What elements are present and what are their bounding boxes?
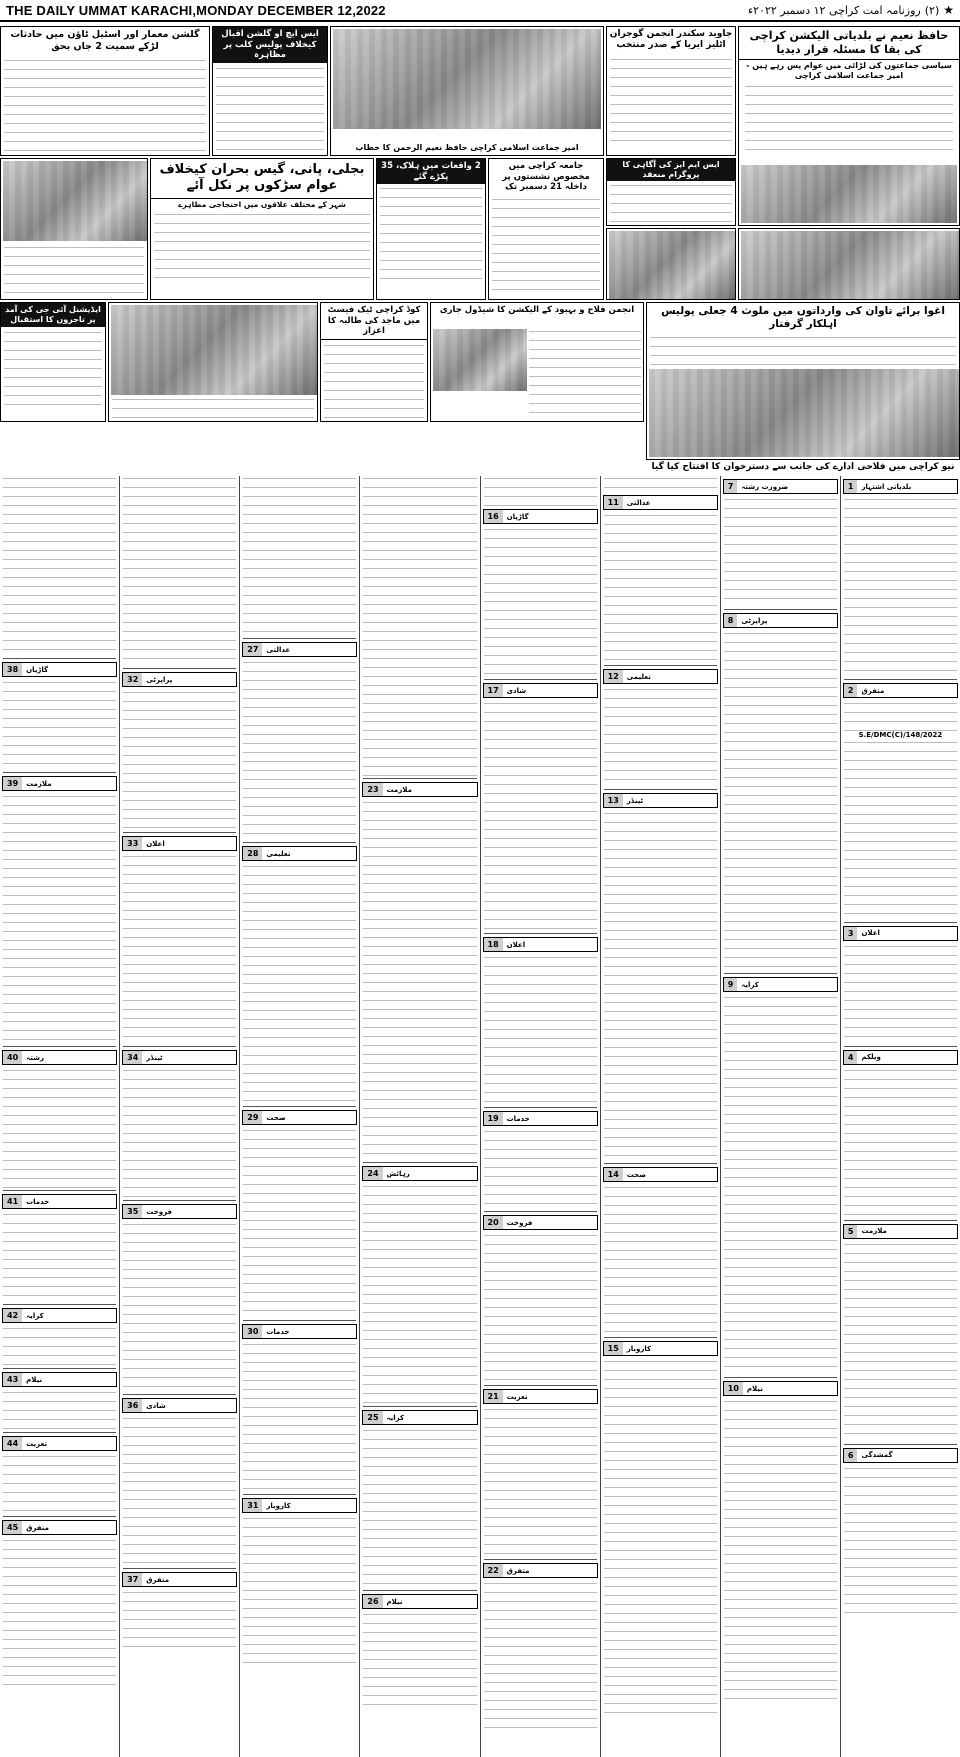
story-sho-protest xyxy=(212,26,328,156)
story-utility-protest xyxy=(150,158,374,300)
photo-caption-band: نیو کراچی میں فلاحی ادارے کی جانب سے دسترخوان کا افتتاح کیا گیا xyxy=(651,462,955,472)
story-addl-ig xyxy=(0,302,106,422)
story-kidnapping-arrest xyxy=(646,302,960,460)
story-hafiz-naeem xyxy=(738,26,960,226)
headline: ایڈیشنل آئی جی کی آمد پر تاجروں کا استقبال xyxy=(1,303,105,327)
headline: 2 واقعات میں ہلاک، 35 پکڑے گئے xyxy=(377,159,485,184)
photo xyxy=(433,329,527,391)
masthead-urdu-text: روزنامہ امت کراچی ۱۲ دسمبر ۲۰۲۲ء xyxy=(747,3,921,17)
category-box: 16 گاڑیاں xyxy=(483,509,598,524)
category-box: 35 فروخت xyxy=(122,1204,237,1219)
photo xyxy=(609,231,735,299)
category-box: 38 گاڑیاں xyxy=(2,662,117,677)
masthead-english: THE DAILY UMMAT KARACHI,MONDAY DECEMBER 12,2022 xyxy=(6,2,386,18)
category-box: 10 نیلام xyxy=(723,1381,838,1396)
headline: جامعہ کراچی میں مخصوص نشستوں پر داخلہ 21 دسمبر تک xyxy=(502,161,590,193)
photo xyxy=(3,161,147,241)
category-box: 43 نیلام xyxy=(2,1372,117,1387)
category-box: 5 ملازمت xyxy=(843,1224,958,1239)
category-box: 29 صحت xyxy=(242,1110,357,1125)
category-box: 32 پراپرٹی xyxy=(122,672,237,687)
category-box: 24 رہائش xyxy=(362,1166,477,1181)
masthead xyxy=(0,0,960,22)
story-sme-program xyxy=(606,158,736,226)
category-box: 42 کرایہ xyxy=(2,1308,117,1323)
category-box: 17 شادی xyxy=(483,683,598,698)
headline: ایس ایچ او گلشن اقبال کیخلاف پولیس کلب پر مظاہرہ xyxy=(213,27,327,63)
story-javed-sikandar xyxy=(606,26,736,156)
story-accidents xyxy=(0,26,210,156)
category-box: 30 خدمات xyxy=(242,1324,357,1339)
category-box: 22 متفرق xyxy=(483,1563,598,1578)
masthead-urdu xyxy=(748,3,954,17)
category-box: 3 اعلان xyxy=(843,926,958,941)
category-box: 6 گمشدگی xyxy=(843,1448,958,1463)
category-box: 20 فروخت xyxy=(483,1215,598,1230)
story-jamaat-photo xyxy=(330,26,604,156)
category-box: 44 تعزیت xyxy=(2,1436,117,1451)
classified-column xyxy=(480,476,600,1757)
photo xyxy=(741,231,959,299)
photo xyxy=(111,305,317,395)
headline: انجمن فلاح و بہبود کے الیکشن کا شیڈول جاری xyxy=(439,305,635,315)
category-box: 11 عدالتی xyxy=(603,495,718,510)
story-karachi-university xyxy=(488,158,604,300)
category-box: 37 متفرق xyxy=(122,1572,237,1587)
photo xyxy=(741,165,957,223)
classified-column xyxy=(840,476,960,1757)
story-sme-photo xyxy=(606,228,736,300)
story-anjuman-election xyxy=(430,302,644,422)
category-box: 41 خدمات xyxy=(2,1194,117,1209)
category-box: 19 خدمات xyxy=(483,1111,598,1126)
category-box: 39 ملازمت xyxy=(2,776,117,791)
story-incidents xyxy=(376,158,486,300)
classified-column xyxy=(119,476,239,1757)
photo xyxy=(649,369,959,457)
photo xyxy=(333,29,601,129)
category-box: 13 ٹینڈر xyxy=(603,793,718,808)
category-box: 18 اعلان xyxy=(483,937,598,952)
headline: کوڈ کراچی ٹیک فیسٹ میں ماجد کی طالبہ کا اعزاز xyxy=(321,303,427,340)
story-tech-fest xyxy=(320,302,428,422)
headline: بجلی، پانی، گیس بحران کیخلاف عوام سڑکوں پر نکل آئے xyxy=(159,162,365,194)
category-box: 28 تعلیمی xyxy=(242,846,357,861)
headline: اغوا برائے تاوان کی وارداتوں میں ملوث 4 جعلی پولیس اہلکار گرفتار xyxy=(661,305,945,331)
classified-column xyxy=(0,476,119,1757)
headline: ایس ایم ایز کی آگاہی کا پروگرام منعقد xyxy=(607,159,735,181)
classified-column xyxy=(359,476,479,1757)
category-box: 1 بلدیاتی اشتہار xyxy=(843,479,958,494)
category-box: 40 رشتہ xyxy=(2,1050,117,1065)
page-number: (۲) xyxy=(924,3,940,17)
story-body xyxy=(739,82,959,156)
category-box: 7 ضرورت رشتہ xyxy=(723,479,838,494)
classified-column xyxy=(600,476,720,1757)
category-box: 9 کرایہ xyxy=(723,977,838,992)
category-box: 15 کاروبار xyxy=(603,1341,718,1356)
classified-column xyxy=(720,476,840,1757)
category-box: 31 کاروبار xyxy=(242,1498,357,1513)
classified-column xyxy=(239,476,359,1757)
story-group-photo xyxy=(0,158,148,300)
category-box: 12 تعلیمی xyxy=(603,669,718,684)
subheadline: سیاسی جماعتوں کی لڑائی میں عوام پس رہے ہیں - امیر جماعت اسلامی کراچی xyxy=(739,59,959,82)
category-box: 23 ملازمت xyxy=(362,782,477,797)
category-box: 34 ٹینڈر xyxy=(122,1050,237,1065)
story-group-photo-2 xyxy=(108,302,318,422)
subheadline: شہر کے مختلف علاقوں میں احتجاجی مظاہرے xyxy=(151,198,373,210)
category-box: 36 شادی xyxy=(122,1398,237,1413)
star-icon: ★ xyxy=(943,3,954,17)
story-officials-photo xyxy=(738,228,960,300)
category-box: 14 صحت xyxy=(603,1167,718,1182)
headline: گلشن معمار اور اسٹیل ٹاؤن میں حادثات لڑکے سمیت 2 جاں بحق xyxy=(10,29,200,52)
category-box: 2 متفرق xyxy=(843,683,958,698)
caption: امیر جماعت اسلامی کراچی حافظ نعیم الرحمن کا خطاب xyxy=(355,143,579,152)
notice-reference: S.E/DMC(C)/148/2022 xyxy=(858,731,943,739)
category-box: 8 پراپرٹی xyxy=(723,613,838,628)
category-box: 26 نیلام xyxy=(362,1594,477,1609)
headline: جاوید سکندر انجمن گوجران اٹلیز ایریا کے صدر منتخب xyxy=(609,29,733,51)
category-box: 27 عدالتی xyxy=(242,642,357,657)
category-box: 4 ویلکم xyxy=(843,1050,958,1065)
classified-columns xyxy=(0,476,960,1757)
headline: حافظ نعیم نے بلدیاتی الیکشن کراچی کی بقا کا مسئلہ قرار دیدیا xyxy=(749,29,949,56)
category-box: 45 متفرق xyxy=(2,1520,117,1535)
category-box: 33 اعلان xyxy=(122,836,237,851)
category-box: 25 کرایہ xyxy=(362,1410,477,1425)
category-box: 21 تعزیت xyxy=(483,1389,598,1404)
